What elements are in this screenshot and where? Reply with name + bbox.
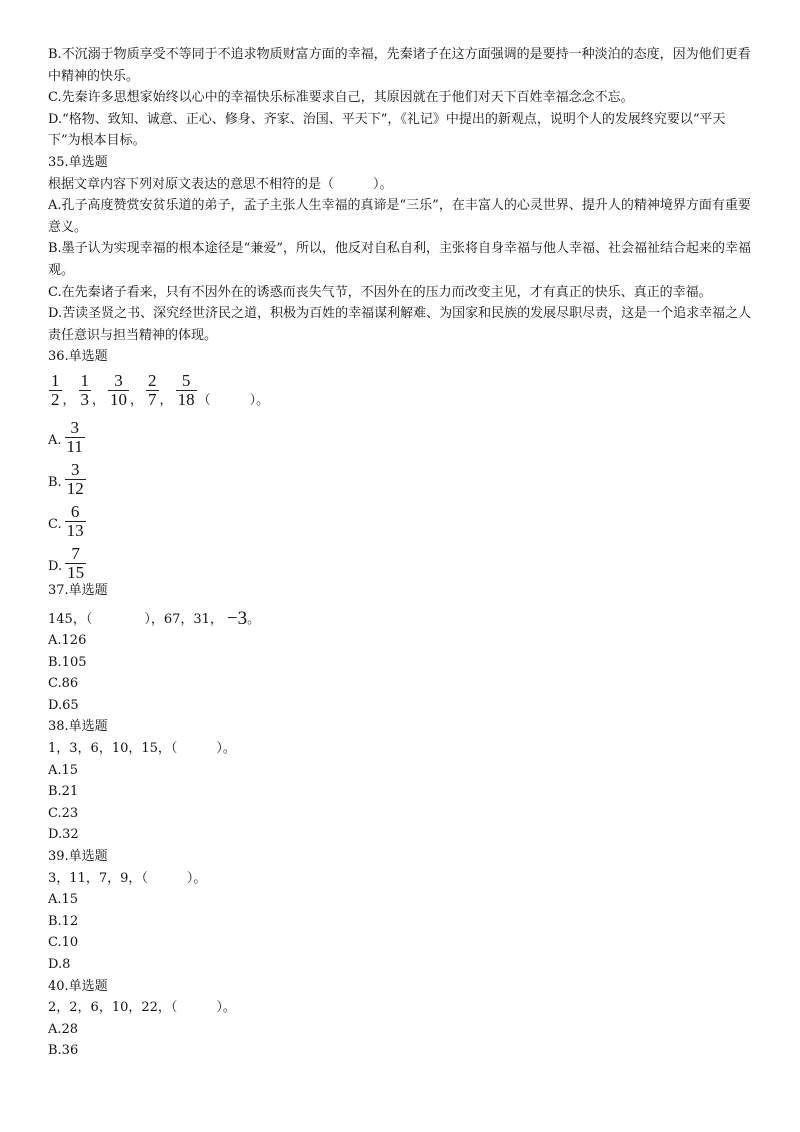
option-c[interactable]: C.86 (48, 676, 79, 692)
option-d[interactable]: D.32 (48, 827, 79, 843)
question-39 (48, 846, 754, 976)
option-a[interactable]: A.15 (48, 762, 79, 778)
question-35 (48, 152, 754, 346)
option-label: C. (48, 516, 62, 532)
question-header: 38.单选题 (48, 719, 108, 735)
question-38 (48, 716, 754, 846)
option-label: D. (48, 558, 63, 574)
option-a[interactable]: A.孔子高度赞赏安贫乐道的弟子，孟子主张人生幸福的真谛是“三乐”，在丰富人的心灵世界、提升人的精神境界方面有重要意义。 (48, 198, 751, 235)
option-a[interactable]: A.126 (48, 633, 87, 649)
option-a[interactable]: A.15 (48, 892, 79, 908)
option-d-prev: D.“格物、致知、诚意、正心、修身、齐家、治国、平天下”，《礼记》中提出的新观点，说明个人的发展终究要以“平天下”为根本目标。 (48, 111, 726, 149)
fraction: $\frac{1}{2}$ (51, 371, 60, 410)
question-header: 39.单选题 (48, 849, 108, 865)
option-c[interactable] (48, 496, 754, 538)
question-stem: 2，2，6，10，22，（ ）。 (48, 1000, 236, 1016)
option-c[interactable]: C.10 (48, 935, 79, 951)
fraction: $\frac{3}{12}$ (66, 459, 84, 498)
option-label: A. (48, 432, 62, 448)
question-header: 36.单选题 (48, 349, 108, 365)
option-d[interactable]: D.65 (48, 697, 79, 713)
question-stem: 3，11，7，9，（ ）。 (48, 870, 207, 886)
option-d[interactable]: D.8 (48, 957, 71, 972)
fraction: $\frac{6}{13}$ (66, 501, 84, 540)
option-b-prev: B.不沉溺于物质享受不等同于不追求物质财富方面的幸福，先秦诸子在这方面强调的是要持一种淡泊的态度，因为他们更看中精神的快乐。 (48, 47, 751, 84)
option-c[interactable]: C.23 (48, 805, 79, 821)
option-b[interactable]: B.105 (48, 654, 87, 670)
sequence-tail: （ ）。 (197, 392, 270, 408)
option-c-prev: C.先秦许多思想家始终以心中的幸福快乐标准要求自己，其原因就在于他们对天下百姓幸福念念不忘。 (48, 90, 634, 106)
option-b[interactable]: B.36 (48, 1043, 79, 1059)
fraction: $\frac{7}{15}$ (67, 543, 85, 582)
question-header: 40.单选题 (48, 978, 108, 994)
question-36 (48, 346, 754, 580)
fraction: $\frac{3}{10}$ (110, 371, 128, 410)
fraction: $\frac{2}{7}$ (148, 371, 157, 410)
question-header: 35.单选题 (48, 154, 108, 170)
negative-number: −3 (226, 607, 248, 629)
option-b[interactable]: B.21 (48, 784, 79, 800)
option-b[interactable] (48, 454, 754, 496)
question-header: 37.单选题 (48, 582, 108, 598)
fraction: $\frac{5}{18}$ (177, 371, 195, 410)
fraction: $\frac{1}{3}$ (80, 371, 90, 410)
question-stem: 145，（ ），67，31， −3。 (48, 607, 261, 629)
option-a[interactable]: A.28 (48, 1021, 79, 1037)
document-page (48, 44, 754, 1062)
fraction-sequence: $\frac{1}{2}$ ， $\frac{1}{3}$ ， $\frac{3}{10}$ ， $\frac{2}{7}$ ， $\frac{5}{18}$ （ ）。 (51, 371, 270, 410)
option-label: B. (48, 474, 62, 490)
question-stem: 1，3，6，10，15，（ ）。 (48, 741, 236, 757)
question-stem: 根据文章内容下列对原文表达的意思不相符的是（ ）。 (48, 176, 393, 192)
option-a[interactable] (48, 412, 754, 454)
question-37 (48, 580, 754, 717)
option-b[interactable]: B.12 (48, 913, 79, 929)
option-d[interactable] (48, 538, 754, 580)
question-40 (48, 976, 754, 1062)
option-c[interactable]: C.在先秦诸子看来，只有不因外在的诱惑而丧失气节，不因外在的压力而改变主见，才有真正的快乐、真正的幸福。 (48, 284, 712, 300)
option-b[interactable]: B.墨子认为实现幸福的根本途径是“兼爱”，所以，他反对自私自利，主张将自身幸福与他人幸福、社会福祉结合起来的幸福观。 (48, 241, 751, 278)
option-d[interactable]: D.苦读圣贤之书、深究经世济民之道，积极为百姓的幸福谋利解难、为国家和民族的发展尽职尽责，这是一个追求幸福之人责任意识与担当精神的体现。 (48, 306, 752, 343)
fraction: $\frac{3}{11}$ (66, 417, 83, 456)
